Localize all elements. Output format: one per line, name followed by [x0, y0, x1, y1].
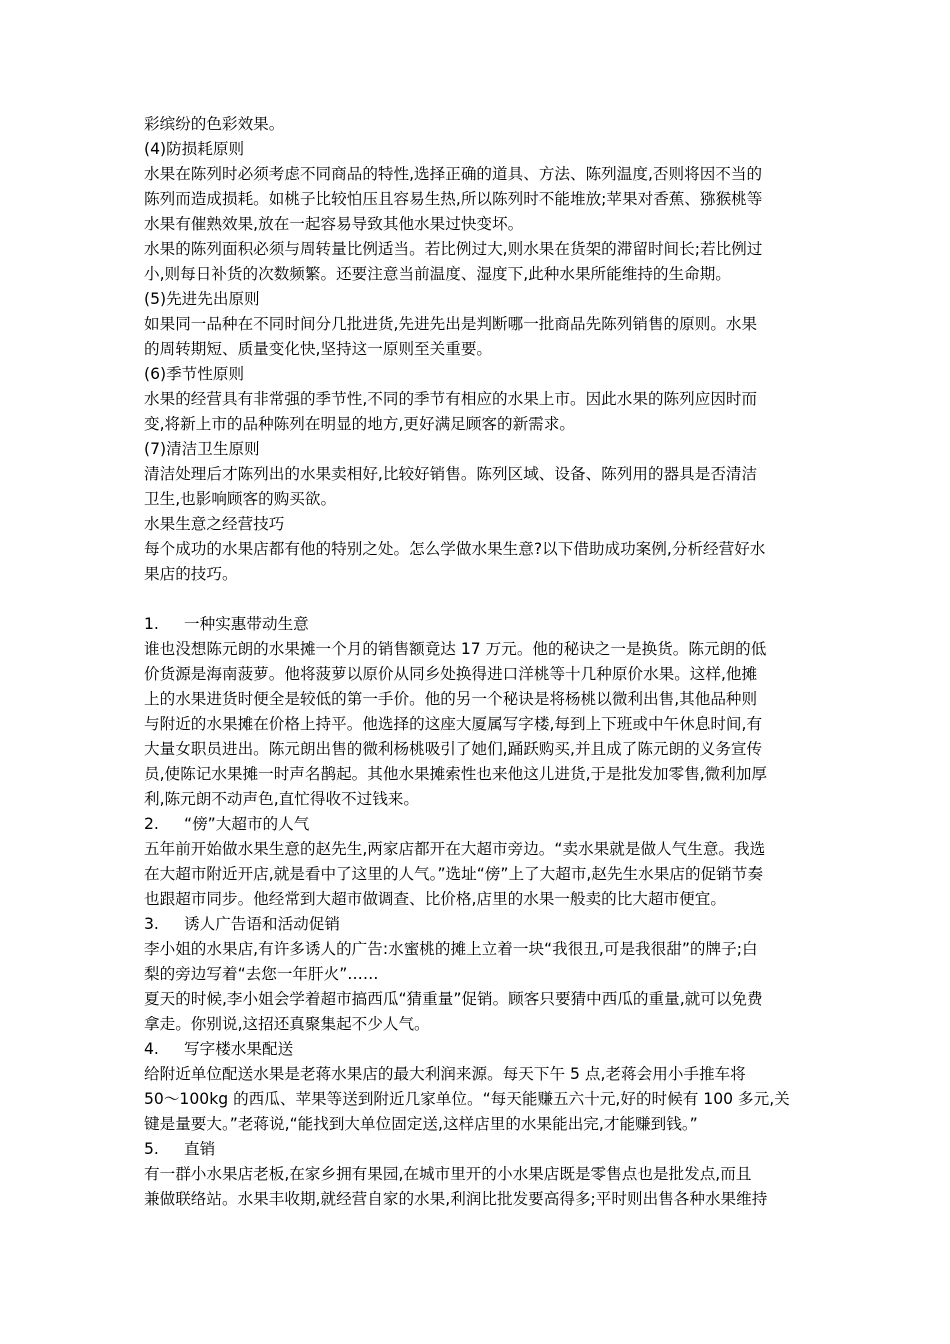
paragraph-line: 上的水果进货时便全是较低的第一手价。他的另一个秘诀是将杨桃以微利出售,其他品种则	[144, 690, 758, 708]
list-title: 诱人广告语和活动促销	[184, 915, 340, 933]
paragraph-line: 五年前开始做水果生意的赵先生,两家店都开在大超市旁边。“卖水果就是做人气生意。我选	[144, 840, 766, 858]
paragraph-line: 有一群小水果店老板,在家乡拥有果园,在城市里开的小水果店既是零售点也是批发点,而且	[144, 1165, 752, 1183]
paragraph-line: 李小姐的水果店,有许多诱人的广告:水蜜桃的摊上立着一块“我很丑,可是我很甜”的牌子;白	[144, 940, 758, 958]
paragraph-line: 与附近的水果摊在价格上持平。他选择的这座大厦属写字楼,每到上下班或中午休息时间,有	[144, 715, 763, 733]
paragraph-line: 利,陈元朗不动声色,直忙得收不过钱来。	[144, 790, 420, 808]
heading-principle-5: (5)先进先出原则	[144, 290, 260, 308]
list-item-heading	[144, 1137, 816, 1162]
paragraph-line: 谁也没想陈元朗的水果摊一个月的销售额竟达 17 万元。他的秘诀之一是换货。陈元朗的低	[144, 640, 767, 658]
heading-principle-4: (4)防损耗原则	[144, 140, 245, 158]
section-heading: 水果生意之经营技巧	[144, 515, 285, 533]
list-title: 一种实惠带动生意	[184, 615, 309, 633]
paragraph-line: 拿走。你别说,这招还真聚集起不少人气。	[144, 1015, 430, 1033]
list-item-heading	[144, 812, 816, 837]
list-number: 1.	[144, 615, 159, 633]
list-title: 写字楼水果配送	[184, 1040, 294, 1058]
paragraph-line: 的周转期短、质量变化快,坚持这一原则至关重要。	[144, 340, 493, 358]
paragraph-line: 键是量要大。”老蒋说,“能找到大单位固定送,这样店里的水果能出完,才能赚到钱。”	[144, 1115, 698, 1133]
list-item-heading	[144, 612, 816, 637]
paragraph-line: 兼做联络站。水果丰收期,就经营自家的水果,利润比批发要高得多;平时则出售各种水果维持	[144, 1190, 768, 1208]
paragraph-line: 也跟超市同步。他经常到大超市做调查、比价格,店里的水果一般卖的比大超市便宜。	[144, 890, 726, 908]
paragraph-line: 梨的旁边写着“去您一年肝火”……	[144, 965, 379, 983]
paragraph-line: 夏天的时候,李小姐会学着超市搞西瓜“猜重量”促销。顾客只要猜中西瓜的重量,就可以免费	[144, 990, 763, 1008]
paragraph-line: 50～100kg 的西瓜、苹果等送到附近几家单位。“每天能赚五六十元,好的时候有 100 多元,关	[144, 1090, 790, 1108]
paragraph-line: 每个成功的水果店都有他的特别之处。怎么学做水果生意?以下借助成功案例,分析经营好水	[144, 540, 766, 558]
paragraph-line: 水果的陈列面积必须与周转量比例适当。若比例过大,则水果在货架的滞留时间长;若比例过	[144, 240, 763, 258]
heading-principle-6: (6)季节性原则	[144, 365, 245, 383]
list-number: 4.	[144, 1040, 159, 1058]
list-title: “傍”大超市的人气	[184, 815, 310, 833]
paragraph-line: 大量女职员进出。陈元朗出售的微利杨桃吸引了她们,踊跃购买,并且成了陈元朗的义务宣传	[144, 740, 763, 758]
list-title: 直销	[184, 1140, 216, 1158]
paragraph-line: 水果有催熟效果,放在一起容易导致其他水果过快变坏。	[144, 215, 524, 233]
blank-line	[144, 587, 816, 612]
list-number: 5.	[144, 1140, 159, 1158]
list-number: 2.	[144, 815, 159, 833]
paragraph-line: 在大超市附近开店,就是看中了这里的人气。”选址“傍”上了大超市,赵先生水果店的促销节奏	[144, 865, 763, 883]
paragraph-line: 卫生,也影响顾客的购买欲。	[144, 490, 337, 508]
paragraph-line: 小,则每日补货的次数频繁。还要注意当前温度、湿度下,此种水果所能维持的生命期。	[144, 265, 731, 283]
paragraph-line: 果店的技巧。	[144, 565, 238, 583]
list-number: 3.	[144, 915, 159, 933]
paragraph-line: 变,将新上市的品种陈列在明显的地方,更好满足顾客的新需求。	[144, 415, 575, 433]
document-body	[144, 112, 816, 1212]
list-item-heading	[144, 912, 816, 937]
paragraph-line: 价货源是海南菠萝。他将菠萝以原价从同乡处换得进口洋桃等十几种原价水果。这样,他摊	[144, 665, 758, 683]
paragraph-line: 员,使陈记水果摊一时声名鹊起。其他水果摊索性也来他这儿进货,于是批发加零售,微利加厚	[144, 765, 768, 783]
paragraph-line: 陈列而造成损耗。如桃子比较怕压且容易生热,所以陈列时不能堆放;苹果对香蕉、猕猴桃等	[144, 190, 763, 208]
paragraph-line: 水果在陈列时必须考虑不同商品的特性,选择正确的道具、方法、陈列温度,否则将因不当的	[144, 165, 763, 183]
paragraph-line: 清洁处理后才陈列出的水果卖相好,比较好销售。陈列区域、设备、陈列用的器具是否清洁	[144, 465, 758, 483]
paragraph-line: 给附近单位配送水果是老蒋水果店的最大利润来源。每天下午 5 点,老蒋会用小手推车将	[144, 1065, 746, 1083]
heading-principle-7: (7)清洁卫生原则	[144, 440, 260, 458]
paragraph-line: 水果的经营具有非常强的季节性,不同的季节有相应的水果上市。因此水果的陈列应因时而	[144, 390, 758, 408]
paragraph-line: 如果同一品种在不同时间分几批进货,先进先出是判断哪一批商品先陈列销售的原则。水果	[144, 315, 758, 333]
paragraph: 彩缤纷的色彩效果。	[144, 115, 285, 133]
list-item-heading	[144, 1037, 816, 1062]
